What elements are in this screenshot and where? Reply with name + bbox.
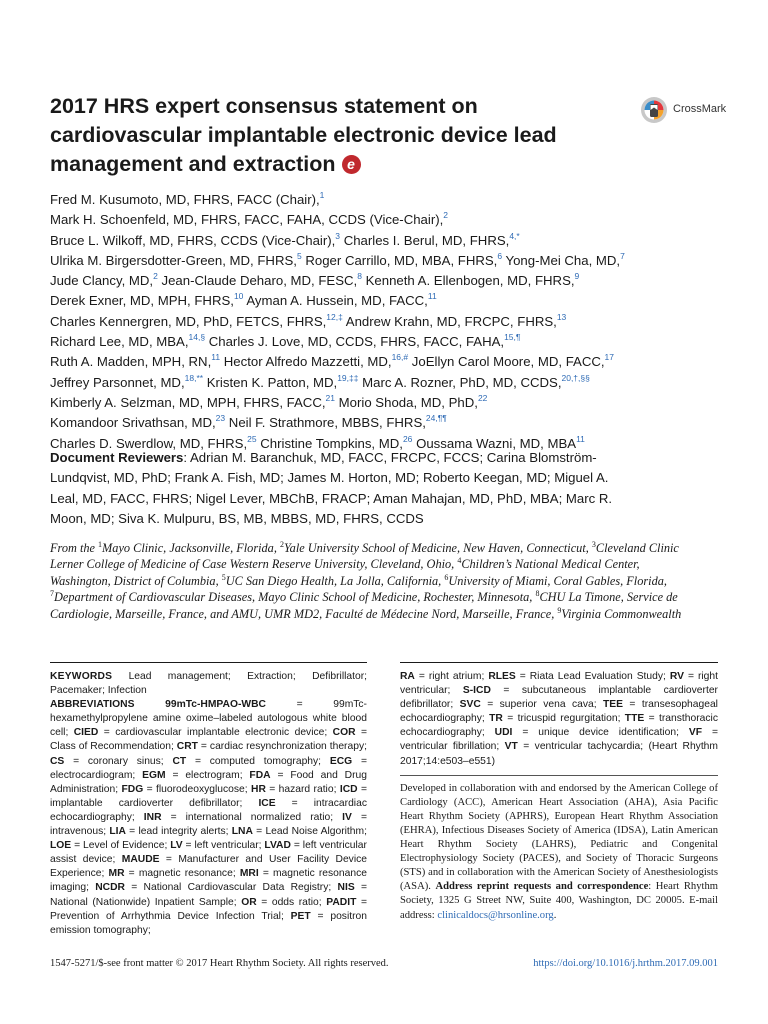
author-name: Neil F. Strathmore, MBBS, FHRS,: [228, 415, 426, 431]
affiliation-text: Virginia Commonwealth: [561, 606, 682, 621]
abbreviation-term: UDI: [494, 727, 513, 739]
author-name: Charles D. Swerdlow, MD, FHRS,: [50, 435, 248, 451]
abbreviation-term: ECG: [329, 755, 353, 767]
affiliation-number: 3: [591, 540, 596, 549]
author-affiliation-mark[interactable]: 20,†,§§: [561, 372, 590, 383]
abbreviation-term: LIA: [109, 826, 126, 838]
author-line: [50, 190, 690, 210]
author-name: Morio Shoda, MD, PhD,: [338, 394, 478, 410]
abbreviation-term: LNA: [231, 826, 253, 838]
abbreviation-term: RV: [669, 671, 684, 682]
abbreviation-term: PADIT: [326, 896, 357, 908]
abbreviation-term: CRT: [176, 741, 198, 753]
abbreviation-definition: Prevention of Arrhythmia Device Infection Trial: [50, 910, 281, 922]
keywords-label: KEYWORDS: [50, 671, 113, 682]
author-name: JoEllyn Carol Moore, MD, FACC,: [411, 354, 605, 370]
abbreviation-term: ICD: [339, 783, 358, 795]
abbreviation-item: NCDR = National Cardiovascular Data Registry;: [95, 882, 338, 894]
abbreviation-definition: right ventricular: [400, 671, 718, 697]
author-name: Charles Kennergren, MD, PhD, FETCS, FHRS,: [50, 313, 327, 329]
author-name: Kenneth A. Ellenbogen, MD, FHRS,: [365, 273, 575, 289]
abbreviation-item: ICD = implantable cardioverter defibrillator;: [50, 783, 367, 809]
abbreviation-definition: tricuspid regurgitation: [517, 713, 618, 725]
author-name: Jeffrey Parsonnet, MD,: [50, 374, 185, 390]
author-line: [50, 231, 690, 251]
abbreviation-definition: Riata Lead Evaluation Study: [529, 671, 664, 682]
abbreviation-term: TEE: [602, 699, 624, 711]
crossmark-icon: [640, 96, 668, 124]
author-affiliation-mark[interactable]: 16,#: [391, 352, 409, 363]
abbreviation-definition: Food and Drug Administration: [50, 769, 367, 795]
author-line: [50, 373, 690, 393]
abbreviation-definition: left ventricular: [194, 840, 259, 852]
author-affiliation-mark[interactable]: 1: [319, 190, 325, 200]
abbreviation-item: RLES = Riata Lead Evaluation Study;: [488, 671, 670, 682]
author-name: Ulrika M. Birgersdotter-Green, MD, FHRS,: [50, 252, 297, 268]
article-title-text: 2017 HRS expert consensus statement on cardiovascular implantable electronic device lead management and extraction: [50, 94, 557, 176]
affiliation-text: Mayo Clinic, Jacksonville, Florida,: [102, 541, 280, 555]
affiliation-text: Yale University School of Medicine, New Haven, Connecticut,: [283, 541, 592, 555]
affiliation-number: 6: [444, 572, 449, 582]
abbreviation-term: NCDR: [95, 882, 125, 894]
abbreviation-term: LV: [170, 840, 183, 852]
author-affiliation-mark[interactable]: 11: [576, 433, 585, 444]
abbreviation-definition: intravenous: [50, 826, 104, 838]
abbreviation-term: FDG: [121, 783, 144, 795]
author-affiliation-mark[interactable]: 12,‡: [326, 311, 343, 322]
abbreviation-item: VF = ventricular fibrillation;: [400, 727, 718, 753]
keywords-abbreviations-column: [50, 662, 367, 938]
abbreviation-definition: cardiac resynchronization therapy: [209, 741, 365, 753]
author-name: Fred M. Kusumoto, MD, FHRS, FACC (Chair),: [50, 192, 320, 207]
author-affiliation-mark[interactable]: 24,¶¶: [425, 413, 447, 424]
author-line: [50, 210, 690, 230]
abbreviations: [50, 698, 367, 938]
author-line: [50, 393, 690, 413]
abbreviation-item: NIS = National (Nationwide) Inpatient Sample;: [50, 882, 367, 908]
author-affiliation-mark[interactable]: 22: [477, 392, 488, 403]
doi-link[interactable]: https://doi.org/10.1016/j.hrthm.2017.09.001: [533, 958, 718, 969]
abbreviation-term: TTE: [624, 713, 645, 725]
author-line: [50, 352, 690, 372]
author-line: [50, 332, 690, 352]
abbreviation-item: CT = computed tomography;: [172, 755, 330, 767]
affiliation-text: UC San Diego Health, La Jolla, California,: [225, 573, 445, 588]
author-name: Komandoor Srivathsan, MD,: [50, 415, 216, 431]
reviewers-label: Document Reviewers: [50, 450, 184, 465]
abbreviation-term: SVC: [459, 699, 481, 711]
author-name: Kristen K. Patton, MD,: [206, 374, 338, 390]
author-list: [50, 190, 690, 454]
author-affiliation-mark[interactable]: 25: [247, 433, 257, 444]
author-name: Mark H. Schoenfeld, MD, FHRS, FACC, FAHA, CCDS (Vice-Chair),: [50, 212, 444, 228]
author-affiliation-mark[interactable]: 11: [211, 352, 221, 363]
abbreviation-item: ICE = intracardiac echocardiography;: [50, 797, 367, 823]
author-affiliation-mark[interactable]: 6: [497, 250, 503, 261]
abbreviations-endorsement-column: [400, 662, 718, 923]
abbreviation-item: 99mTc-HMPAO-WBC = 99mTc-hexamethylpropylene amine oxime–labeled autologous white blood cell;: [50, 699, 367, 739]
abbreviation-term: MRI: [239, 868, 259, 880]
abbreviation-definition: National Cardiovascular Data Registry: [143, 882, 329, 894]
abbreviation-definition: left ventricular assist device: [50, 840, 367, 866]
abbreviations-continued: [400, 670, 718, 769]
abbreviation-term: VF: [688, 727, 703, 739]
abbreviation-item: COR = Class of Recommendation;: [50, 727, 367, 753]
abbreviation-definition: Class of Recommendation: [50, 741, 171, 753]
abbreviation-definition: transthoracic echocardiography: [400, 713, 718, 739]
author-affiliation-mark[interactable]: 7: [620, 250, 625, 261]
affiliation-number: 4: [457, 556, 462, 566]
author-affiliation-mark[interactable]: 5: [296, 250, 302, 261]
author-line: [50, 291, 690, 311]
email-link[interactable]: clinicaldocs@hrsonline.org: [437, 909, 554, 921]
abbreviation-definition: 99mTc-hexamethylpropylene amine oxime–labeled autologous white blood cell: [50, 699, 367, 739]
author-name: Bruce L. Wilkoff, MD, FHRS, CCDS (Vice-Chair),: [50, 232, 336, 248]
endorsement-text: Developed in collaboration with and endorsed by the American College of Cardiology (ACC), American Heart Association (AHA), Asia Pacific Heart Rhythm Society (APHRS), European Heart Rhythm Association (EHRA), Infectious Diseases Society of America (IDSA), Latin American Heart Rhythm Society (LAHRS), Pediatric and Congenital Electrophysiology Society (PACES), and Society of Thoracic Surgeons (STS) and in collaboration with the American Society of Anesthesiologists (ASA).: [400, 782, 718, 893]
author-affiliation-mark[interactable]: 8: [357, 271, 362, 282]
abbreviation-item: TR = tricuspid regurgitation;: [489, 713, 625, 725]
abbreviation-term: COR: [332, 727, 356, 739]
email-suffix: .: [553, 909, 557, 921]
abbreviation-definition: cardiovascular implantable electronic device: [115, 727, 325, 739]
affiliations-from: From the: [50, 541, 99, 555]
abbreviation-item: LNA = Lead Noise Algorithm;: [231, 826, 367, 838]
address-text: : Heart Rhythm Society, 1325 G Street NW, Suite 400, Washington, DC 20005. E-mail address:: [400, 881, 718, 921]
abbreviation-definition: Manufacturer and User Facility Device Experience: [50, 854, 367, 880]
abbreviation-term: MAUDE: [121, 854, 160, 866]
abbreviation-term: CT: [172, 755, 187, 767]
abbreviation-definition: right atrium: [428, 671, 482, 682]
abbreviation-item: FDA = Food and Drug Administration;: [50, 769, 367, 795]
affiliation-number: 7: [50, 589, 54, 599]
abbreviation-term: VT: [504, 741, 518, 753]
author-line: [50, 413, 690, 433]
abbreviation-item: LIA = lead integrity alerts;: [109, 826, 232, 838]
affiliation-text: Children’s National Medical Center, Washington, District of Columbia,: [50, 557, 640, 588]
abbreviation-item: LV = left ventricular;: [170, 840, 265, 852]
author-name: Christine Tompkins, MD,: [260, 435, 403, 451]
abbreviation-term: FDA: [249, 769, 271, 781]
affiliation-text: Cleveland Clinic Lerner College of Medicine of Case Western Reserve University, Cleveland, Ohio,: [50, 541, 679, 572]
document-reviewers: [50, 448, 640, 529]
abbreviation-definition: intracardiac echocardiography: [50, 797, 367, 823]
abbreviation-definition: coronary sinus: [87, 755, 161, 767]
abbreviation-definition: ventricular tachycardia: [534, 741, 641, 753]
author-name: Kimberly A. Selzman, MD, MPH, FHRS, FACC,: [50, 394, 326, 410]
abbreviation-term: RA: [400, 671, 415, 682]
author-affiliation-mark[interactable]: 2: [153, 271, 158, 282]
author-affiliation-mark[interactable]: 9: [574, 271, 580, 282]
author-affiliation-mark[interactable]: 17: [604, 352, 614, 363]
abbreviation-definition: implantable cardioverter defibrillator: [50, 797, 240, 809]
abbreviation-definition: magnetic resonance imaging: [50, 868, 367, 894]
abbreviation-definition: electrocardiogram: [50, 769, 133, 781]
abbreviation-term: S-ICD: [462, 685, 491, 697]
abbreviation-term: EGM: [142, 769, 166, 781]
abbreviation-item: TTE = transthoracic echocardiography;: [400, 713, 718, 739]
author-affiliation-mark[interactable]: 11: [427, 291, 437, 302]
abbreviation-item: SVC = superior vena cava;: [459, 699, 603, 711]
abbreviation-item: EGM = electrogram;: [142, 769, 250, 781]
abbreviation-definition: National (Nationwide) Inpatient Sample: [50, 896, 234, 908]
abbreviation-item: CRT = cardiac resynchronization therapy;: [176, 741, 367, 753]
abbreviation-term: LOE: [50, 840, 72, 852]
abbreviation-item: MRI = magnetic resonance imaging;: [50, 868, 367, 894]
abbreviation-item: IV = intravenous;: [50, 811, 367, 838]
author-name: Richard Lee, MD, MBA,: [50, 334, 189, 350]
author-affiliation-mark[interactable]: 3: [335, 230, 341, 241]
abbreviation-item: UDI = unique device identification;: [494, 727, 689, 739]
abbreviation-definition: unique device identification: [538, 727, 677, 739]
abbreviation-term: 99mTc-HMPAO-WBC: [165, 699, 266, 711]
abbreviation-definition: ventricular fibrillation: [400, 741, 497, 753]
author-affiliation-mark[interactable]: 2: [443, 210, 449, 221]
affiliation-list: [50, 541, 681, 621]
abbreviation-item: PADIT = Prevention of Arrhythmia Device Infection Trial;: [50, 896, 367, 922]
author-affiliation-mark[interactable]: 15,¶: [504, 332, 521, 343]
author-name: Oussama Wazni, MD, MBA: [416, 435, 577, 451]
abbreviation-term: MR: [108, 868, 125, 880]
abbreviation-term: CS: [50, 755, 65, 767]
author-name: Hector Alfredo Mazzetti, MD,: [223, 354, 392, 370]
abbreviation-term: HR: [251, 783, 266, 795]
abbreviation-item: CS = coronary sinus;: [50, 755, 173, 767]
abbreviation-item: RV = right ventricular;: [400, 671, 718, 697]
abbreviation-term: PET: [290, 910, 311, 922]
author-affiliation-mark[interactable]: 19,‡‡: [337, 372, 359, 383]
endorsement: [400, 775, 718, 923]
article-title: [50, 92, 630, 179]
abbreviations-label: ABBREVIATIONS: [50, 699, 135, 711]
abbreviation-term: LVAD: [264, 840, 291, 852]
author-affiliation-mark[interactable]: 4,*: [509, 230, 520, 241]
abbreviation-item: PET = positron emission tomography;: [50, 910, 367, 936]
author-affiliation-mark[interactable]: 23: [215, 413, 226, 424]
abbreviation-item: LOE = Level of Evidence;: [50, 840, 171, 852]
affiliation-number: 8: [535, 589, 540, 599]
author-affiliation-mark[interactable]: 14,§: [188, 332, 206, 343]
author-name: Roger Carrillo, MD, MBA, FHRS,: [305, 252, 498, 268]
affiliation-number: 9: [557, 605, 562, 615]
abbreviation-item: INR = international normalized ratio;: [143, 811, 343, 823]
affiliation-text: CHU La Timone, Service de Cardiologie, Marseille, France, and AMU, UMR MD2, Faculté de Médecine Nord, Marseille, France,: [50, 590, 678, 621]
keywords: [50, 670, 367, 698]
abbreviation-term: TR: [489, 713, 503, 725]
author-affiliation-mark[interactable]: 13: [556, 311, 567, 322]
abbreviation-definition: Lead Noise Algorithm: [265, 826, 365, 838]
author-name: Jean-Claude Deharo, MD, FESC,: [161, 273, 358, 289]
abbreviation-item: MAUDE = Manufacturer and User Facility Device Experience;: [50, 854, 367, 880]
author-name: Marc A. Rozner, PhD, MD, CCDS,: [362, 374, 562, 390]
abbreviation-item: VT = ventricular tachycardia;: [504, 741, 649, 753]
author-name: Andrew Krahn, MD, FRCPC, FHRS,: [345, 313, 557, 329]
abbreviation-definition: magnetic resonance: [138, 868, 233, 880]
author-name: Charles I. Berul, MD, FHRS,: [343, 232, 510, 248]
crossmark-label: CrossMark: [673, 103, 727, 115]
address-label: Address reprint requests and correspondence: [435, 881, 649, 893]
abbreviation-item: TEE = transesophageal echocardiography;: [400, 699, 718, 725]
author-name: Ruth A. Madden, MPH, RN,: [50, 354, 212, 370]
abbreviation-definition: international normalized ratio: [185, 811, 331, 823]
e-content-badge-icon[interactable]: e: [342, 155, 361, 174]
abbreviation-term: INR: [143, 811, 162, 823]
author-affiliation-mark[interactable]: 26: [402, 433, 413, 444]
abbreviation-definition: transesophageal echocardiography: [400, 699, 718, 725]
abbreviation-item: FDG = fluorodeoxyglucose;: [121, 783, 252, 795]
affiliation-text: University of Miami, Coral Gables, Florida,: [448, 573, 667, 588]
abbreviation-definition: odds ratio: [271, 896, 319, 908]
author-name: Charles J. Love, MD, CCDS, FHRS, FACC, FAHA,: [208, 334, 505, 350]
abbreviation-definition: electrogram: [185, 769, 240, 781]
abbreviation-term: ICE: [258, 797, 276, 809]
author-affiliation-mark[interactable]: 21: [325, 392, 335, 403]
abbreviation-item: RA = right atrium;: [400, 671, 489, 682]
affiliation-number: 1: [98, 540, 103, 549]
keywords-text: Lead management; Extraction; Defibrillator; Pacemaker; Infection: [50, 671, 367, 697]
abbreviation-term: OR: [241, 896, 257, 908]
author-name: Jude Clancy, MD,: [50, 273, 154, 289]
abbreviation-term: RLES: [488, 671, 516, 682]
abbreviation-item: MR = magnetic resonance;: [108, 868, 240, 880]
author-affiliation-mark[interactable]: 18,**: [184, 372, 204, 383]
affiliation-number: 5: [221, 572, 226, 582]
abbreviation-term: CIED: [73, 727, 99, 739]
abbreviation-definition: subcutaneous implantable cardioverter defibrillator: [400, 685, 718, 711]
author-name: Derek Exner, MD, MPH, FHRS,: [50, 293, 234, 309]
abbreviation-definition: lead integrity alerts: [138, 826, 226, 838]
footer-copyright: 1547-5271/$-see front matter © 2017 Heart Rhythm Society. All rights reserved.: [50, 958, 389, 969]
author-line: [50, 312, 690, 332]
affiliation-text: Department of Cardiovascular Diseases, Mayo Clinic School of Medicine, Rochester, Minnesota,: [54, 590, 536, 605]
abbreviation-definition: hazard ratio: [278, 783, 334, 795]
reviewers-text: : Adrian M. Baranchuk, MD, FACC, FRCPC, FCCS; Carina Blomström-Lundqvist, MD, PhD; Frank A. Fish, MD; James M. Horton, MD; Roberto Keegan, MD; Miguel A. Leal, MD, FACC, FHRS; Nigel Lever, MBChB, FRACP; Aman Mahajan, MD, PhD, MBA; Marc R. Moon, MD; Siva K. Mulpuru, BS, MB, MBBS, MD, FHRS, CCDS: [50, 450, 613, 526]
abbreviation-term: IV: [342, 811, 352, 823]
author-affiliation-mark[interactable]: 10: [233, 291, 244, 302]
abbreviation-definition: Level of Evidence: [83, 840, 165, 852]
abbreviation-item: OR = odds ratio;: [241, 896, 327, 908]
author-line: [50, 251, 690, 271]
abbreviation-definition: positron emission tomography: [50, 910, 367, 936]
affiliations: [50, 540, 690, 622]
abbreviation-item: LVAD = left ventricular assist device;: [50, 840, 367, 866]
abbreviation-item: CIED = cardiovascular implantable electronic device;: [73, 727, 333, 739]
author-name: Ayman A. Hussein, MD, FACC,: [246, 293, 428, 309]
abbreviation-item: ECG = electrocardiogram;: [50, 755, 367, 781]
citation: (Heart Rhythm 2017;14:e503–e551): [400, 741, 718, 767]
author-name: Yong-Mei Cha, MD,: [505, 252, 621, 268]
abbreviation-item: HR = hazard ratio;: [251, 783, 340, 795]
abbreviation-definition: computed tomography: [209, 755, 319, 767]
abbreviation-item: S-ICD = subcutaneous implantable cardioverter defibrillator;: [400, 685, 718, 711]
crossmark-logo[interactable]: [640, 96, 740, 126]
abbreviation-definition: fluorodeoxyglucose: [156, 783, 245, 795]
author-line: [50, 271, 690, 291]
title-block: [50, 92, 630, 179]
affiliation-number: 2: [279, 540, 284, 549]
abbreviation-definition: superior vena cava: [499, 699, 594, 711]
abbreviation-term: NIS: [337, 882, 355, 894]
